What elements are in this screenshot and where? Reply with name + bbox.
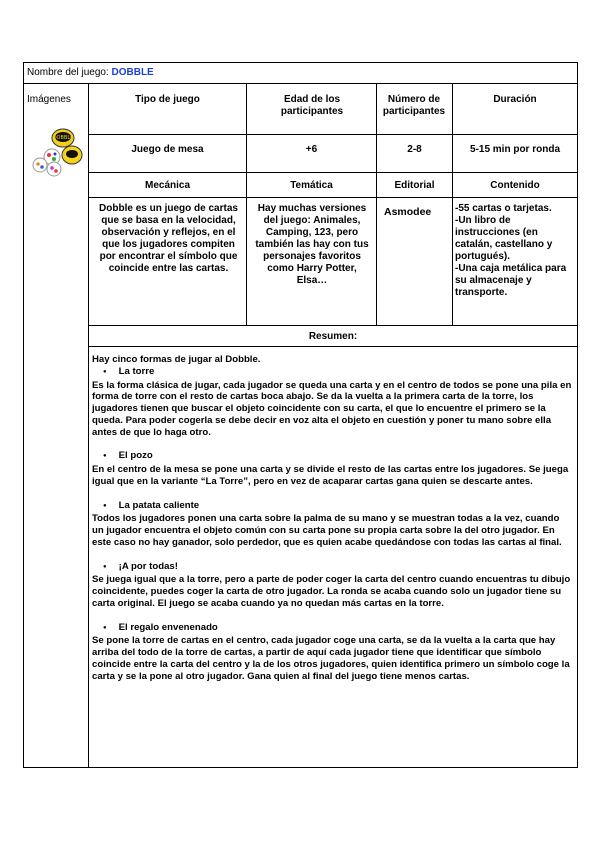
header2-divider	[88, 197, 578, 198]
variant-name: ● El regalo envenenado	[92, 622, 572, 636]
value-duracion: 5-15 min por ronda	[469, 144, 560, 155]
value-tematica: Hay muchas versiones del juego: Animales, Camping, 123, pero también las hay con tus personajes favoritos como Harry Potter, Elsa…	[255, 203, 369, 286]
variant-text: Se juega igual que a la torre, pero a parte de poder coger la carta del centro cuando encuentras tu dibujo coincidente, puedes coger la carta de otro jugador. La ronda se acaba cuando solo un jugador tiene su carta original. El juego se acaba cuando ya no quedan más cartas en la torre.	[92, 574, 571, 609]
values1-divider	[88, 172, 578, 173]
name-row-divider	[23, 83, 578, 84]
variant-name: ● ¡A por todas!	[92, 561, 572, 575]
summary-title: Resumen:	[308, 331, 358, 342]
value-edad: +6	[305, 144, 318, 155]
values2-divider	[88, 325, 578, 326]
variant-text: En el centro de la mesa se pone una carta y se divide el resto de las cartas entre los jugadores. Se juega igual que en la variante “La Torre”, pero en vez de acaparar cartas gana quien se descarte antes.	[92, 464, 569, 487]
value-mecanica: Dobble es un juego de cartas que se basa en la velocidad, observación y reflejos, en el que los jugadores compiten por encontrar el símbolo que coincide entre las cartas.	[99, 203, 238, 274]
value-editorial: Asmodee	[384, 206, 432, 218]
header-duracion: Duración	[493, 94, 537, 105]
images-label: Imágenes	[27, 94, 71, 105]
summary-title-divider	[88, 346, 578, 347]
col-divider-2	[376, 83, 377, 326]
dobble-tins-icon	[28, 124, 88, 180]
table-border-right	[577, 62, 578, 768]
summary-body	[92, 354, 572, 683]
variant-name: ● La torre	[92, 366, 572, 380]
header-mecanica: Mecánica	[144, 180, 191, 191]
game-name-value: DOBBLE	[111, 67, 154, 78]
value-contenido: -55 cartas o tarjetas. -Un libro de instrucciones (en catalán, castellano y portugués). -Una caja metálica para su almacenaje y transporte.	[455, 203, 567, 298]
game-name-row	[27, 67, 154, 79]
table-border-top	[23, 62, 578, 63]
header-editorial: Editorial	[394, 180, 435, 191]
header-tipo: Tipo de juego	[135, 94, 200, 105]
variant-text: Todos los jugadores ponen una carta sobre la palma de su mano y se muestran todas a la vez, cuando un jugador encuentra el objeto común con su carta pone su propia carta sobre la del otro jugador. En este caso no hay ganador, solo perdedor, que es quien acabe quedándose con todas las cartas al final.	[92, 513, 562, 548]
variant-name: ● La patata caliente	[92, 500, 572, 514]
variant-name: ● El pozo	[92, 450, 572, 464]
header-numero: Número de participantes	[382, 94, 446, 117]
table-border-left	[23, 62, 24, 768]
header-contenido: Contenido	[490, 180, 540, 191]
col-divider-3	[452, 83, 453, 326]
header-tematica: Temática	[290, 180, 333, 191]
header-edad: Edad de los participantes	[280, 94, 344, 117]
variant-text: Se pone la torre de cartas en el centro, cada jugador coge una carta, se da la vuelta a la carta que hay arriba del todo de la torre de cartas, a partir de aquí cada jugador tiene que identificar que símbolo coincide entre la carta del centro y la de los otros jugadores, quien identifica primero un símbolo coge la carta y se la pone al otro jugador. Gana quien al final del juego tiene menos cartas.	[92, 635, 570, 682]
col-divider-1	[246, 83, 247, 326]
dobble-cards-image	[28, 124, 88, 180]
header1-divider	[88, 134, 578, 135]
summary-intro: Hay cinco formas de jugar al Dobble.	[92, 354, 261, 365]
value-tipo: Juego de mesa	[131, 144, 204, 155]
variant-text: Es la forma clásica de jugar, cada jugador se queda una carta y en el centro de todos se pone una pila en forma de torre con el resto de cartas boca abajo. Se da la vuelta a la primera carta de la torre, los jugadores tienen que buscar el objeto coincidente con su carta, el que lo encuentre el primero se la queda. Para poder cogerla se debe decir en voz alta el objeto en cuestión y poner tu mano sobre ella antes de que lo haga otro.	[92, 379, 572, 438]
table-border-bottom	[23, 767, 578, 768]
svg-text:DOBBLE: DOBBLE	[52, 135, 74, 141]
value-numero: 2-8	[407, 144, 422, 155]
game-name-label: Nombre del juego:	[27, 67, 109, 78]
